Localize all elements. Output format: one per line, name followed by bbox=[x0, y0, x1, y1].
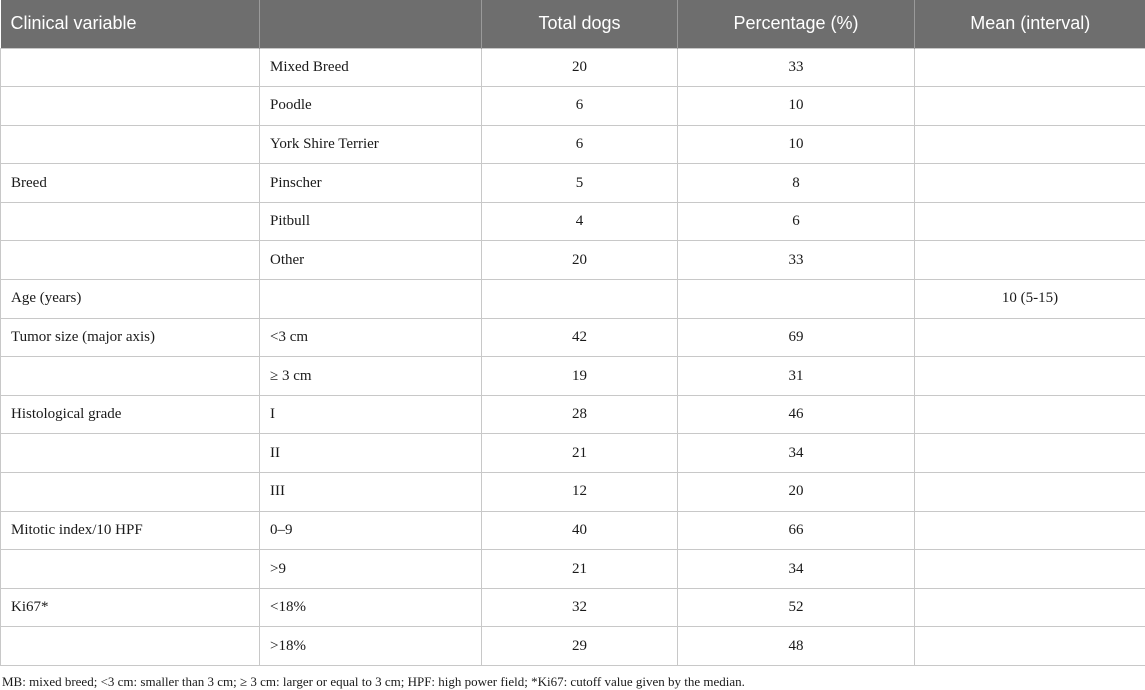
cell-total-dogs: 32 bbox=[482, 588, 678, 627]
cell-total-dogs: 21 bbox=[482, 434, 678, 473]
cell-total-dogs bbox=[482, 280, 678, 319]
cell-mean-interval bbox=[915, 318, 1145, 357]
table-row bbox=[1, 511, 1145, 550]
table-row bbox=[1, 318, 1145, 357]
cell-category: <3 cm bbox=[260, 318, 482, 357]
cell-category: II bbox=[260, 434, 482, 473]
cell-percentage: 52 bbox=[678, 588, 915, 627]
table-row bbox=[1, 164, 1145, 203]
cell-mean-interval bbox=[915, 202, 1145, 241]
cell-clinical-variable bbox=[1, 241, 260, 280]
table-row bbox=[1, 588, 1145, 627]
cell-percentage bbox=[678, 280, 915, 319]
cell-category: Other bbox=[260, 241, 482, 280]
cell-category: Mixed Breed bbox=[260, 48, 482, 87]
cell-category: 0–9 bbox=[260, 511, 482, 550]
header-percentage: Percentage (%) bbox=[678, 0, 915, 48]
cell-percentage: 34 bbox=[678, 550, 915, 589]
table-row bbox=[1, 395, 1145, 434]
cell-clinical-variable: Histological grade bbox=[1, 395, 260, 434]
table-body bbox=[1, 48, 1145, 666]
cell-percentage: 69 bbox=[678, 318, 915, 357]
header-row bbox=[1, 0, 1145, 48]
cell-mean-interval bbox=[915, 87, 1145, 126]
cell-percentage: 10 bbox=[678, 125, 915, 164]
cell-clinical-variable bbox=[1, 202, 260, 241]
cell-mean-interval bbox=[915, 125, 1145, 164]
table-row bbox=[1, 280, 1145, 319]
cell-clinical-variable: Tumor size (major axis) bbox=[1, 318, 260, 357]
cell-percentage: 34 bbox=[678, 434, 915, 473]
cell-clinical-variable bbox=[1, 87, 260, 126]
cell-category: Pitbull bbox=[260, 202, 482, 241]
table-row bbox=[1, 550, 1145, 589]
cell-clinical-variable bbox=[1, 48, 260, 87]
cell-percentage: 66 bbox=[678, 511, 915, 550]
table-row bbox=[1, 357, 1145, 396]
cell-mean-interval bbox=[915, 164, 1145, 203]
cell-total-dogs: 4 bbox=[482, 202, 678, 241]
cell-clinical-variable bbox=[1, 434, 260, 473]
cell-percentage: 48 bbox=[678, 627, 915, 666]
table-row bbox=[1, 87, 1145, 126]
cell-percentage: 6 bbox=[678, 202, 915, 241]
cell-total-dogs: 19 bbox=[482, 357, 678, 396]
cell-clinical-variable bbox=[1, 627, 260, 666]
cell-mean-interval bbox=[915, 434, 1145, 473]
cell-mean-interval bbox=[915, 241, 1145, 280]
cell-total-dogs: 6 bbox=[482, 125, 678, 164]
header-mean-interval: Mean (interval) bbox=[915, 0, 1145, 48]
cell-percentage: 31 bbox=[678, 357, 915, 396]
cell-category: >9 bbox=[260, 550, 482, 589]
cell-category: Poodle bbox=[260, 87, 482, 126]
cell-total-dogs: 42 bbox=[482, 318, 678, 357]
cell-total-dogs: 20 bbox=[482, 48, 678, 87]
cell-category: III bbox=[260, 473, 482, 512]
cell-clinical-variable: Age (years) bbox=[1, 280, 260, 319]
cell-mean-interval bbox=[915, 473, 1145, 512]
cell-category bbox=[260, 280, 482, 319]
cell-total-dogs: 20 bbox=[482, 241, 678, 280]
cell-mean-interval bbox=[915, 48, 1145, 87]
header-clinical-variable: Clinical variable bbox=[1, 0, 260, 48]
cell-total-dogs: 40 bbox=[482, 511, 678, 550]
cell-category: Pinscher bbox=[260, 164, 482, 203]
cell-total-dogs: 5 bbox=[482, 164, 678, 203]
cell-mean-interval bbox=[915, 395, 1145, 434]
cell-mean-interval bbox=[915, 550, 1145, 589]
table-footnote: MB: mixed breed; <3 cm: smaller than 3 cm; ≥ 3 cm: larger or equal to 3 cm; HPF: high power field; *Ki67: cutoff value given by the median. bbox=[2, 674, 745, 690]
cell-clinical-variable bbox=[1, 357, 260, 396]
cell-clinical-variable bbox=[1, 550, 260, 589]
cell-total-dogs: 29 bbox=[482, 627, 678, 666]
table-row bbox=[1, 473, 1145, 512]
header-category bbox=[260, 0, 482, 48]
cell-mean-interval bbox=[915, 627, 1145, 666]
cell-percentage: 20 bbox=[678, 473, 915, 512]
cell-percentage: 33 bbox=[678, 241, 915, 280]
cell-category: >18% bbox=[260, 627, 482, 666]
cell-total-dogs: 21 bbox=[482, 550, 678, 589]
table-row bbox=[1, 48, 1145, 87]
cell-percentage: 33 bbox=[678, 48, 915, 87]
cell-category: ≥ 3 cm bbox=[260, 357, 482, 396]
cell-percentage: 8 bbox=[678, 164, 915, 203]
cell-category: <18% bbox=[260, 588, 482, 627]
table-row bbox=[1, 627, 1145, 666]
table-row bbox=[1, 434, 1145, 473]
table-row bbox=[1, 125, 1145, 164]
cell-clinical-variable: Breed bbox=[1, 164, 260, 203]
cell-mean-interval: 10 (5-15) bbox=[915, 280, 1145, 319]
cell-mean-interval bbox=[915, 511, 1145, 550]
cell-percentage: 46 bbox=[678, 395, 915, 434]
cell-clinical-variable bbox=[1, 473, 260, 512]
cell-total-dogs: 6 bbox=[482, 87, 678, 126]
header-total-dogs: Total dogs bbox=[482, 0, 678, 48]
table-row bbox=[1, 202, 1145, 241]
cell-total-dogs: 28 bbox=[482, 395, 678, 434]
cell-category: York Shire Terrier bbox=[260, 125, 482, 164]
cell-percentage: 10 bbox=[678, 87, 915, 126]
cell-mean-interval bbox=[915, 357, 1145, 396]
table-header bbox=[1, 0, 1145, 48]
cell-clinical-variable: Ki67* bbox=[1, 588, 260, 627]
cell-total-dogs: 12 bbox=[482, 473, 678, 512]
table-row bbox=[1, 241, 1145, 280]
cell-category: I bbox=[260, 395, 482, 434]
cell-clinical-variable: Mitotic index/10 HPF bbox=[1, 511, 260, 550]
cell-clinical-variable bbox=[1, 125, 260, 164]
cell-mean-interval bbox=[915, 588, 1145, 627]
